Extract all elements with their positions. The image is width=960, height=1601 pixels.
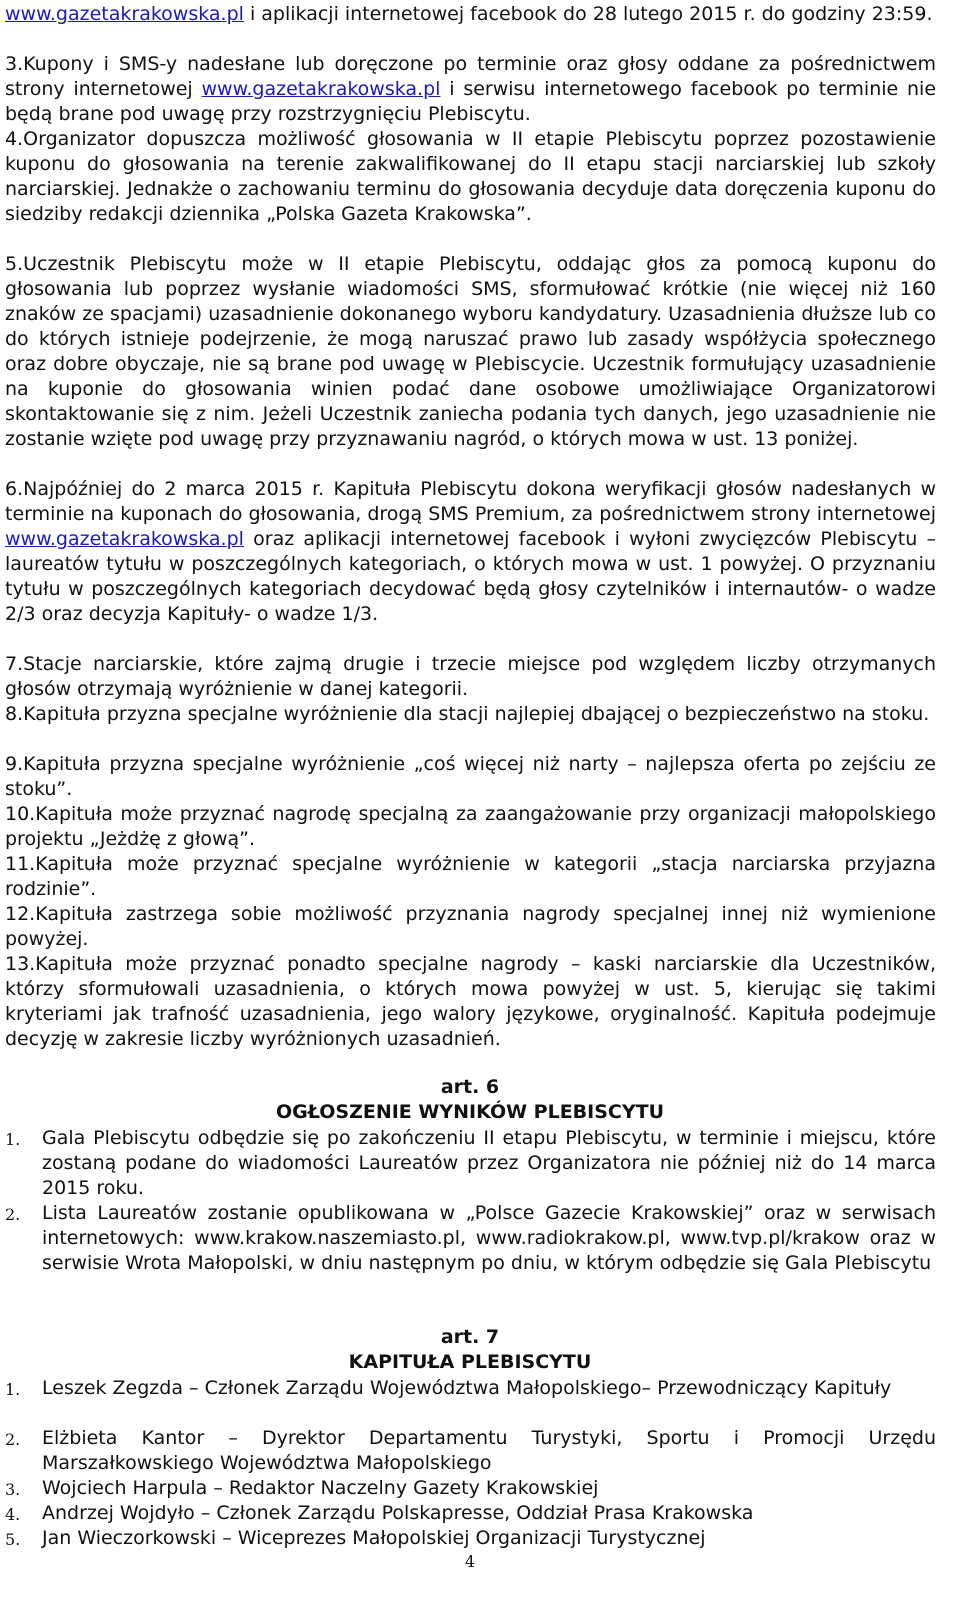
paragraph-text: Uczestnik Plebiscytu może w II etapie Plebiscytu, oddając głos za pomocą kuponu do głosowania lub poprzez wysłanie wiadomości SMS, sformułować krótkie (nie więcej niż 160 znaków ze spacjami) uzasadnienie dokonanego wyboru kandydatury. Uzasadnienia dłuższe lub co do których istnieje podejrzenie, że mogą naruszać prawo lub zasady współżycia społecznego oraz dobre obyczaje, nie są brane pod uwagę w Plebiscycie. Uczestnik formułujący uzasadnienie na kuponie do głosowania winien podać dane osobowe umożliwiające Organizatorowi skontaktowanie się z nim. Jeżeli Uczestnik zaniecha podania tych danych, jego uzasadnienie nie zostanie wzięte pod uwagę przy przyznawaniu nagród, o których mowa w ust. 13 poniżej. (5, 253, 936, 450)
gazeta-link[interactable]: www.gazetakrakowska.pl (201, 78, 441, 100)
item-text: Lista Laureatów zostanie opublikowana w „Polsce Gazecie Krakowskiej” oraz w serwisach internetowych: www.krakow.naszemiasto.pl, www.radiokrakow.pl, www.tvp.pl/krakow oraz w serwisie Wrota Małopolski, w dniu następnym po dniu, w którym odbędzie się Gala Plebiscytu (42, 1202, 936, 1274)
gazeta-link[interactable]: www.gazetakrakowska.pl (5, 3, 244, 25)
paragraph-6 (5, 477, 936, 627)
item-number: 4. (5, 1505, 21, 1524)
item-number: 2. (5, 1205, 21, 1224)
paragraph-text: oraz aplikacji internetowej facebook i wyłoni zwycięzców Plebiscytu – laureatów tytułu w poszczególnych kategoriach, o których mowa w ust. 1 powyżej. O przyznaniu tytułu w poszczególnych kategoriach decydować będą głosy czytelników i internautów- o wadze 2/3 oraz decyzja Kapituły- o wadze 1/3. (5, 528, 936, 625)
paragraph-number: 10. (5, 803, 36, 825)
paragraph-11 (5, 852, 936, 902)
article-6-item-2 (5, 1201, 936, 1276)
paragraph-text: Kapituła zastrzega sobie możliwość przyznania nagrody specjalnej innej niż wymienione powyżej. (5, 903, 936, 950)
paragraph-text: Kapituła może przyznać specjalne wyróżnienie w kategorii „stacja narciarska przyjazna rodzinie”. (5, 853, 936, 900)
paragraph-text: Kapituła może przyznać ponadto specjalne nagrody – kaski narciarskie dla Uczestników, którzy sformułowali uzasadnienia, o których mowa powyżej w ust. 5, kierując się takimi kryteriami jak trafność uzasadnienia, jego walory językowe, oryginalność. Kapituła podejmuje decyzję w zakresie liczby wyróżnionych uzasadnień. (5, 953, 936, 1050)
paragraph-number: 12. (5, 903, 36, 925)
paragraph-7 (5, 652, 936, 702)
paragraph-13 (5, 952, 936, 1052)
article-7-title: KAPITUŁA PLEBISCYTU (348, 1351, 592, 1373)
paragraph-3 (5, 52, 936, 127)
paragraph-number: 8. (5, 703, 24, 725)
article-7-member-2 (5, 1426, 936, 1476)
item-text: Leszek Zegzda – Członek Zarządu Województwa Małopolskiego– Przewodniczący Kapituły (42, 1377, 892, 1399)
intro-paragraph (5, 2, 936, 27)
paragraph-text: Kapituła może przyznać nagrodę specjalną za zaangażowanie przy organizacji małopolskiego projektu „Jeżdżę z głową”. (5, 803, 936, 850)
paragraph-number: 3. (5, 53, 24, 75)
paragraph-number: 4. (5, 128, 24, 150)
paragraph-text: Kapituła przyzna specjalne wyróżnienie „coś więcej niż narty – najlepsza oferta po zejściu ze stoku”. (5, 753, 936, 800)
paragraph-text: Kapituła przyzna specjalne wyróżnienie dla stacji najlepiej dbającej o bezpieczeństwo na stoku. (23, 703, 930, 725)
paragraph-number: 5. (5, 253, 24, 275)
article-7-member-5 (5, 1526, 936, 1551)
paragraph-8 (5, 702, 936, 727)
intro-text: i aplikacji internetowej facebook do 28 lutego 2015 r. do godziny 23:59. (243, 3, 933, 25)
item-text: Wojciech Harpula – Redaktor Naczelny Gazety Krakowskiej (42, 1477, 599, 1499)
paragraph-number: 11. (5, 853, 36, 875)
paragraph-text: Najpóźniej do 2 marca 2015 r. Kapituła Plebiscytu dokona weryfikacji głosów nadesłanych w terminie na kuponach do głosowania, drogą SMS Premium, za pośrednictwem strony internetowej (5, 478, 936, 525)
paragraph-10 (5, 802, 936, 852)
article-7-member-4 (5, 1501, 936, 1526)
item-number: 2. (5, 1430, 21, 1449)
paragraph-4 (5, 127, 936, 227)
paragraph-5 (5, 252, 936, 452)
paragraph-number: 7. (5, 653, 24, 675)
page-number: 4 (464, 1552, 476, 1571)
item-text: Gala Plebiscytu odbędzie się po zakończeniu II etapu Plebiscytu, w terminie i miejscu, które zostaną podane do wiadomości Laureatów przez Organizatora nie później niż do 14 marca 2015 roku. (42, 1127, 936, 1199)
paragraph-text: Organizator dopuszcza możliwość głosowania w II etapie Plebiscytu poprzez pozostawienie kuponu do głosowania na terenie zakwalifikowanej do II etapu stacji narciarskiej lub szkoły narciarskiej. Jednakże o zachowaniu terminu do głosowania decyduje data doręczenia kuponu do siedziby redakcji dziennika „Polska Gazeta Krakowska”. (5, 128, 936, 225)
item-text: Elżbieta Kantor – Dyrektor Departamentu Turystyki, Sportu i Promocji Urzędu Marszałkowskiego Województwa Małopolskiego (42, 1427, 936, 1474)
gazeta-link[interactable]: www.gazetakrakowska.pl (5, 528, 244, 550)
item-number: 5. (5, 1530, 21, 1549)
paragraph-number: 13. (5, 953, 36, 975)
paragraph-9 (5, 752, 936, 802)
paragraph-text: Kupony i SMS-y nadesłane lub doręczone po terminie oraz głosy oddane za pośrednictwem strony internetowej (5, 53, 936, 100)
article-6-title: OGŁOSZENIE WYNIKÓW PLEBISCYTU (275, 1101, 665, 1123)
article-7-member-3 (5, 1476, 936, 1501)
paragraph-12 (5, 902, 936, 952)
item-number: 1. (5, 1380, 21, 1399)
item-text: Jan Wieczorkowski – Wiceprezes Małopolskiej Organizacji Turystycznej (42, 1527, 706, 1549)
paragraph-text: i serwisu internetowego facebook po terminie nie będą brane pod uwagę przy rozstrzygnięciu Plebiscytu. (5, 78, 937, 125)
article-7-member-1 (5, 1376, 936, 1401)
item-number: 1. (5, 1130, 21, 1149)
article-6-label: art. 6 (440, 1076, 500, 1098)
item-text: Andrzej Wojdyło – Członek Zarządu Polskapresse, Oddział Prasa Krakowska (42, 1502, 754, 1524)
article-6-item-1 (5, 1126, 936, 1201)
paragraph-number: 6. (5, 478, 24, 500)
paragraph-text: Stacje narciarskie, które zajmą drugie i trzecie miejsce pod względem liczby otrzymanych głosów otrzymają wyróżnienie w danej kategorii. (5, 653, 936, 700)
paragraph-number: 9. (5, 753, 24, 775)
article-7-label: art. 7 (440, 1326, 500, 1348)
item-number: 3. (5, 1480, 21, 1499)
